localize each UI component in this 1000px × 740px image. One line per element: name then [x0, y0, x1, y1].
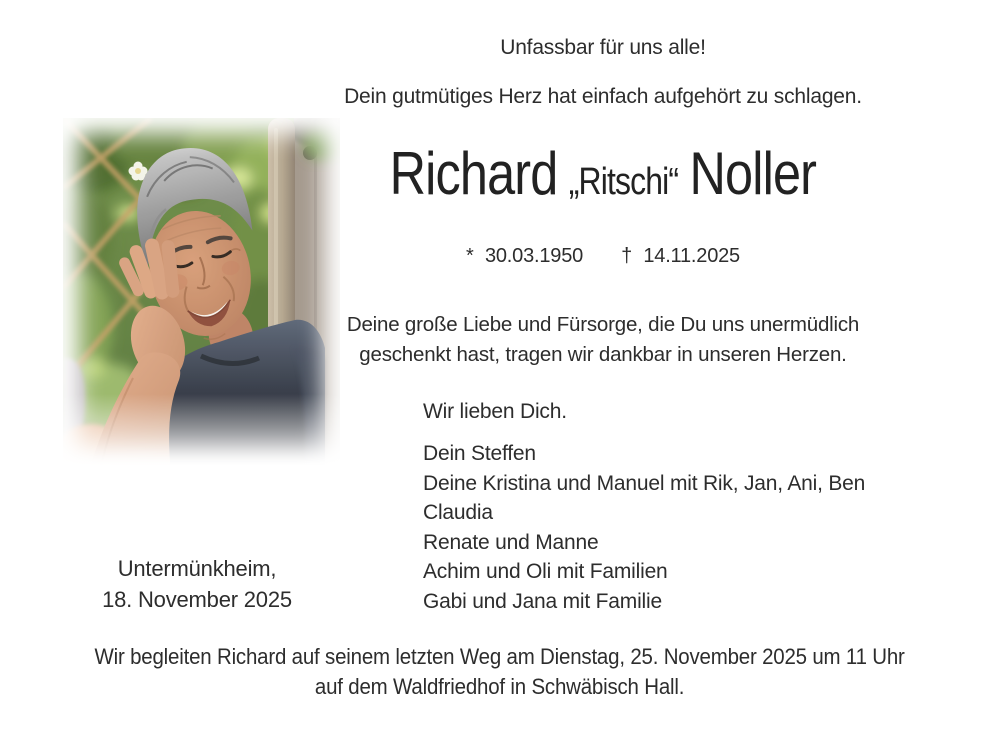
birth-date-item	[466, 245, 583, 268]
death-date-item	[621, 245, 740, 268]
death-date: 14.11.2025	[643, 245, 740, 267]
mourner-line: Dein Steffen	[423, 442, 536, 465]
farewell-line: Wir lieben Dich.	[423, 400, 567, 423]
header-exclamation: Unfassbar für uns alle!	[500, 36, 706, 59]
deceased-last-name: Noller	[689, 140, 817, 207]
funeral-line-1: Wir begleiten Richard auf seinem letzten Weg am Dienstag, 25. November 2025 um 11 Uhr	[94, 644, 906, 669]
birth-date: 30.03.1950	[484, 245, 584, 267]
deceased-nickname: „Ritschi“	[568, 161, 679, 203]
mourner-line: Gabi und Jana mit Familie	[423, 589, 662, 613]
mourner-line: Deine Kristina und Manuel mit Rik, Jan, Ani, Ben	[423, 471, 866, 495]
mourner-line: Claudia	[423, 501, 493, 524]
place-date-block	[52, 553, 342, 615]
life-dates	[278, 245, 928, 268]
place-line: Untermünkheim,	[117, 556, 277, 581]
tribute-paragraph	[278, 310, 928, 370]
date-line: 18. November 2025	[102, 587, 292, 612]
birth-star-icon: *	[466, 245, 474, 267]
tribute-line-1: Deine große Liebe und Fürsorge, die Du uns unermüdlich	[346, 313, 860, 336]
header-subline: Dein gutmütiges Herz hat einfach aufgehört zu schlagen.	[344, 85, 862, 108]
mourner-line: Renate und Manne	[423, 530, 599, 554]
deceased-name	[278, 138, 928, 210]
mourner-line: Achim und Oli mit Familien	[423, 560, 668, 583]
funeral-line-2: auf dem Waldfriedhof in Schwäbisch Hall.	[315, 674, 685, 699]
death-cross-icon: †	[621, 245, 632, 267]
mourners-block	[423, 399, 865, 616]
funeral-notice	[0, 642, 1000, 702]
deceased-first-name: Richard	[389, 140, 558, 207]
tribute-line-2: geschenkt hast, tragen wir dankbar in unseren Herzen.	[359, 343, 847, 366]
